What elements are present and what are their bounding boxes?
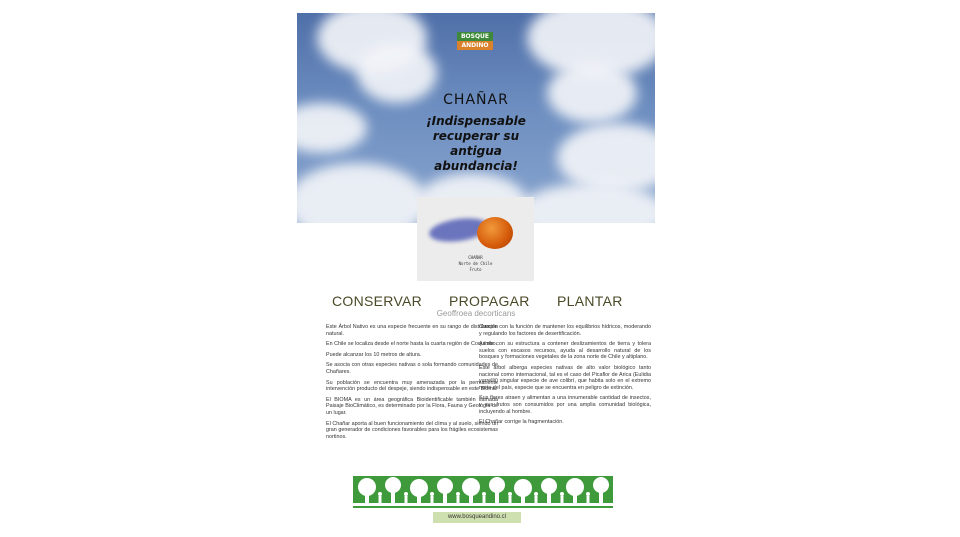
right-text-column (479, 324, 651, 430)
hero-title: CHAÑAR (443, 92, 509, 108)
scientific-name: Geoffroea decorticans (436, 309, 516, 318)
paragraph: El Chañar corrige la fragmentación. (479, 419, 564, 426)
fruit-photo (417, 197, 534, 281)
left-text-column (326, 324, 498, 444)
hero-subtitle: ¡Indispensable recuperar su antigua abundancia! (426, 114, 526, 173)
chanar-fruit-image (477, 217, 513, 249)
headline-plantar: PLANTAR (557, 293, 623, 309)
photo-caption-2: Norte de Chile (458, 261, 493, 266)
logo-line2: ANDINO (457, 41, 493, 50)
sky-hero-image (297, 13, 655, 223)
paragraph: Se asocia con otras especies nativas o sola formando comunidades de Chañares. (326, 362, 498, 375)
poster (297, 13, 655, 528)
trees-and-people-banner (353, 476, 613, 508)
trees-people-graphic (353, 476, 613, 508)
paragraph: Asiste con su estructura a contener deslizamientos de tierra y tolera suelos con escasos recursos, ayuda al desarrollo natural de los bosques y formaciones vegetales de la zona norte de Chile y altiplano. (479, 341, 651, 361)
photo-caption-1: CHAÑAR (468, 255, 483, 260)
bosque-andino-logo (457, 32, 493, 50)
photo-caption-3: Fruto (469, 267, 482, 272)
headline-conservar: CONSERVAR (332, 293, 423, 309)
headline-propagar: PROPAGAR (449, 293, 530, 309)
paragraph: Sus flores atraen y alimentan a una innumerable cantidad de insectos, y sus frutos son consumidos por una amplia comunidad biológica, incluyendo al hombre. (479, 395, 651, 415)
logo-line1: BOSQUE (457, 32, 493, 41)
paragraph: Puede alcanzar los 10 metros de altura. (326, 351, 422, 358)
paragraph: El BIOMA es un área geográfica Bioidentificable también llamada Paisaje BioClimático, es determinado por la Flora, Fauna y Geología de un lugar. (326, 396, 498, 416)
paragraph: Su población se encuentra muy amenazada por la permanente intervención producto del despeje, siendo indispensable en este Bioma. (326, 379, 498, 393)
website-link[interactable]: www.bosqueandino.cl (433, 512, 521, 523)
paragraph: El Chañar aporta al buen funcionamiento del clima y al suelo, siendo un gran generador de condiciones favorables para los frágiles ecosistemas nortinos. (326, 420, 498, 440)
paragraph: Cumple con la función de mantener los equilibrios hídricos, moderando y regulando los factores de desertificación. (479, 324, 651, 337)
paragraph: Este árbol alberga especies nativas de alto valor biológico tanto nacional como internacional, tal es el caso del Picaflor de Arica (Eulidia yarrellii) singular especie de ave colibrí, que habita solo en el extremo norte del país, especie que se encuentra en peligro de extinción. (479, 364, 651, 391)
paragraph: En Chile se localiza desde el norte hasta la cuarta región de Coquimbo. (326, 341, 498, 348)
paragraph: Este Árbol Nativo es una especie frecuente en su rango de distribución natural. (326, 324, 498, 337)
